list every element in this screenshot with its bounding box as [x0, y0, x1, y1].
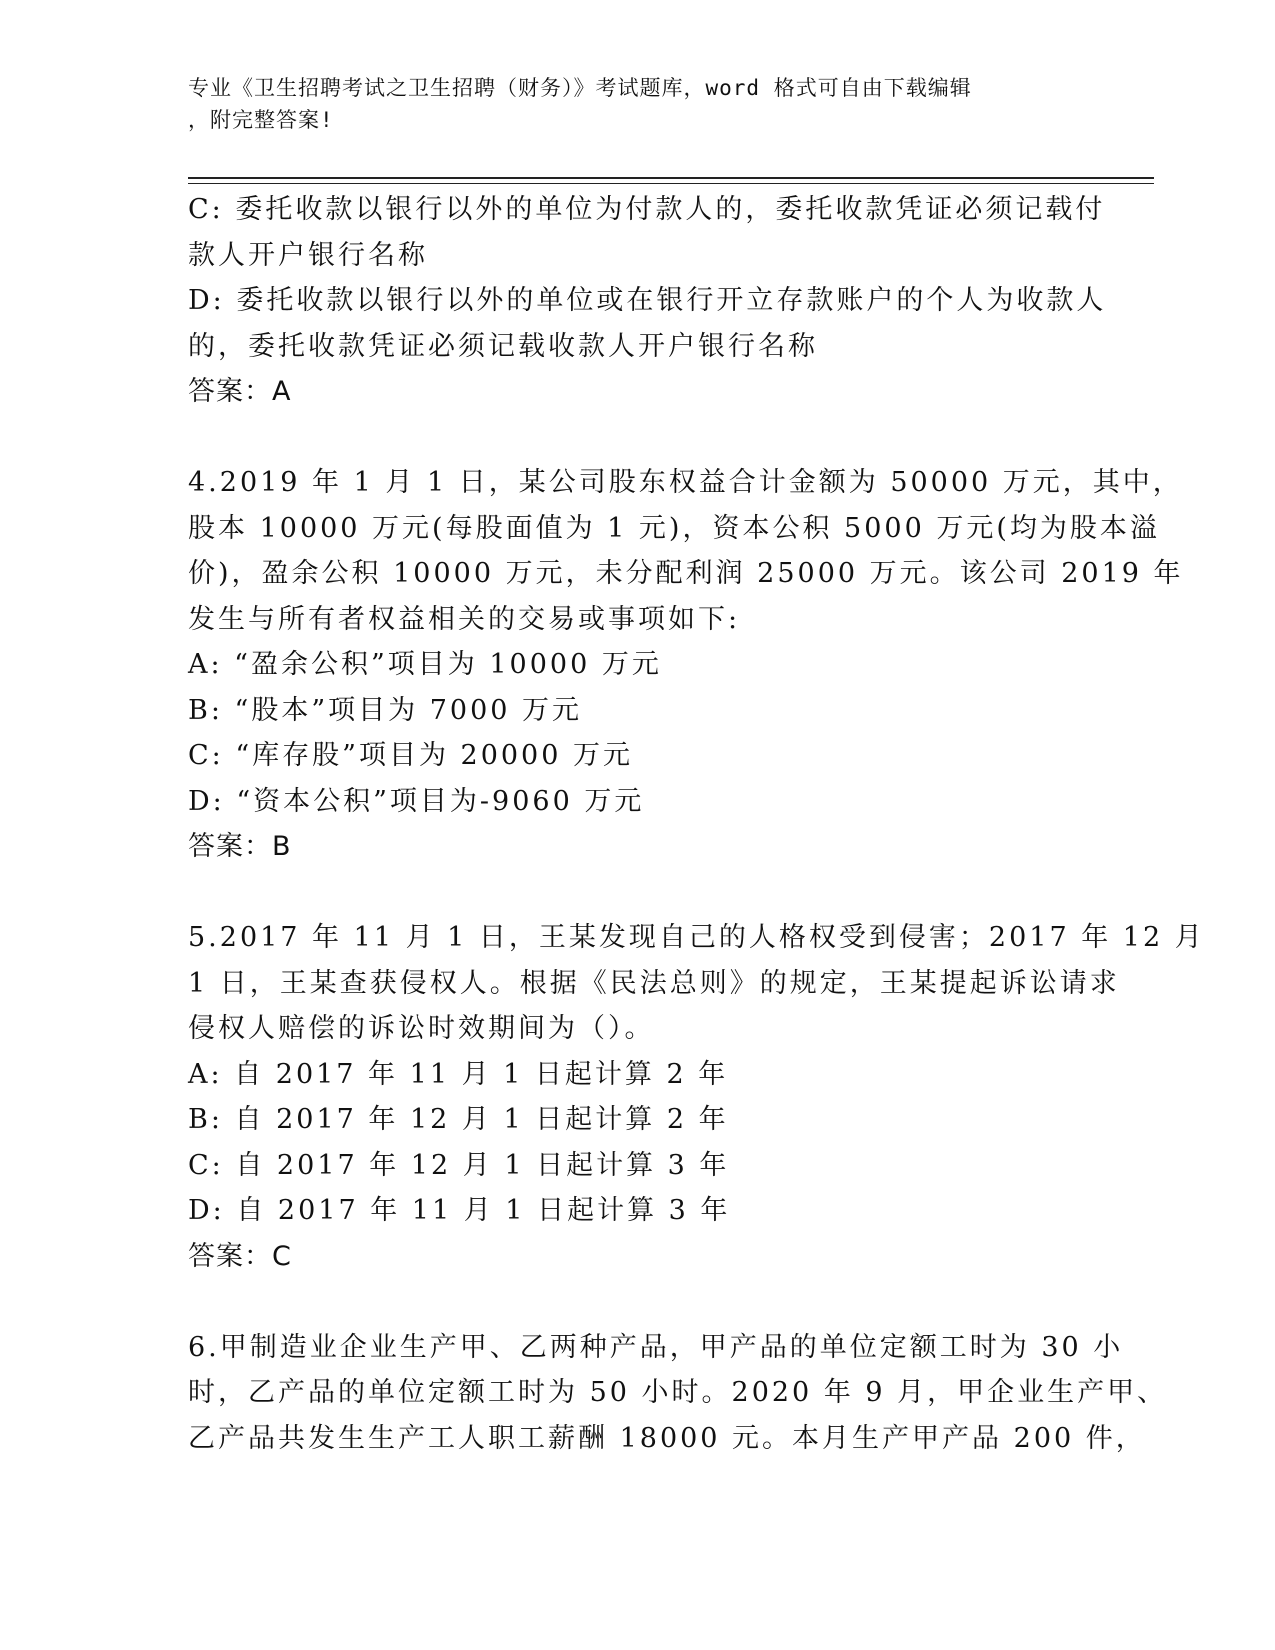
option-d-line-2: 的，委托收款凭证必须记载收款人开户银行名称 [188, 330, 818, 362]
question-6 [188, 1325, 1168, 1462]
spacer [188, 1279, 1088, 1325]
header-line-1: 专业《卫生招聘考试之卫生招聘（财务）》考试题库，word 格式可自由下载编辑 [188, 76, 972, 100]
question-4-option-c: C: “库存股”项目为 20000 万元 [188, 740, 634, 771]
question-6-stem-line-1: 6.甲制造业企业生产甲、乙两种产品，甲产品的单位定额工时为 30 小 [188, 1331, 1124, 1363]
header-divider-thin [188, 183, 1154, 184]
answer-5: 答案：C [188, 1240, 292, 1272]
question-4-stem-line-4: 发生与所有者权益相关的交易或事项如下: [188, 603, 741, 635]
answer-3: 答案：A [188, 376, 292, 407]
spacer [188, 870, 1088, 916]
document-body [188, 187, 1205, 1461]
question-4-stem-line-1: 4.2019 年 1 月 1 日，某公司股东权益合计金额为 50000 万元，其中， [188, 467, 1183, 498]
option-c-line-2: 款人开户银行名称 [188, 239, 428, 271]
answer-4: 答案：B [188, 831, 292, 862]
page-header [188, 72, 1068, 136]
question-4 [188, 460, 1184, 870]
question-5 [188, 915, 1205, 1279]
question-5-stem-line-3: 侵权人赔偿的诉讼时效期间为（）。 [188, 1013, 655, 1044]
option-c-line-1: C: 委托收款以银行以外的单位为付款人的，委托收款凭证必须记载付 [188, 194, 1106, 225]
question-4-option-d: D: “资本公积”项目为-9060 万元 [188, 785, 645, 817]
header-line-2: ，附完整答案! [188, 108, 334, 132]
question-6-stem-line-2: 时，乙产品的单位定额工时为 50 小时。2020 年 9 月，甲企业生产甲、 [188, 1377, 1168, 1408]
spacer [188, 415, 1088, 461]
question-6-stem-line-3: 乙产品共发生生产工人职工薪酬 18000 元。本月生产甲产品 200 件， [188, 1422, 1146, 1454]
question-5-option-c: C: 自 2017 年 12 月 1 日起计算 3 年 [188, 1149, 730, 1181]
question-5-option-b: B: 自 2017 年 12 月 1 日起计算 2 年 [188, 1104, 729, 1135]
question-4-option-b: B: “股本”项目为 7000 万元 [188, 694, 583, 726]
header-divider-thick [188, 177, 1154, 179]
question-3-tail [188, 187, 1107, 415]
question-4-option-a: A: “盈余公积”项目为 10000 万元 [188, 649, 662, 680]
question-5-stem-line-2: 1 日，王某查获侵权人。根据《民法总则》的规定，王某提起诉讼请求 [188, 967, 1120, 999]
question-5-stem-line-1: 5.2017 年 11 月 1 日，王某发现自己的人格权受到侵害；2017 年 12 月 [188, 922, 1205, 953]
question-5-option-d: D: 自 2017 年 11 月 1 日起计算 3 年 [188, 1195, 731, 1226]
question-4-stem-line-2: 股本 10000 万元(每股面值为 1 元)，资本公积 5000 万元(均为股本溢 [188, 512, 1160, 544]
question-4-stem-line-3: 价)，盈余公积 10000 万元，未分配利润 25000 万元。该公司 2019 年 [188, 558, 1184, 589]
question-5-option-a: A: 自 2017 年 11 月 1 日起计算 2 年 [188, 1058, 729, 1090]
option-d-line-1: D: 委托收款以银行以外的单位或在银行开立存款账户的个人为收款人 [188, 285, 1107, 316]
